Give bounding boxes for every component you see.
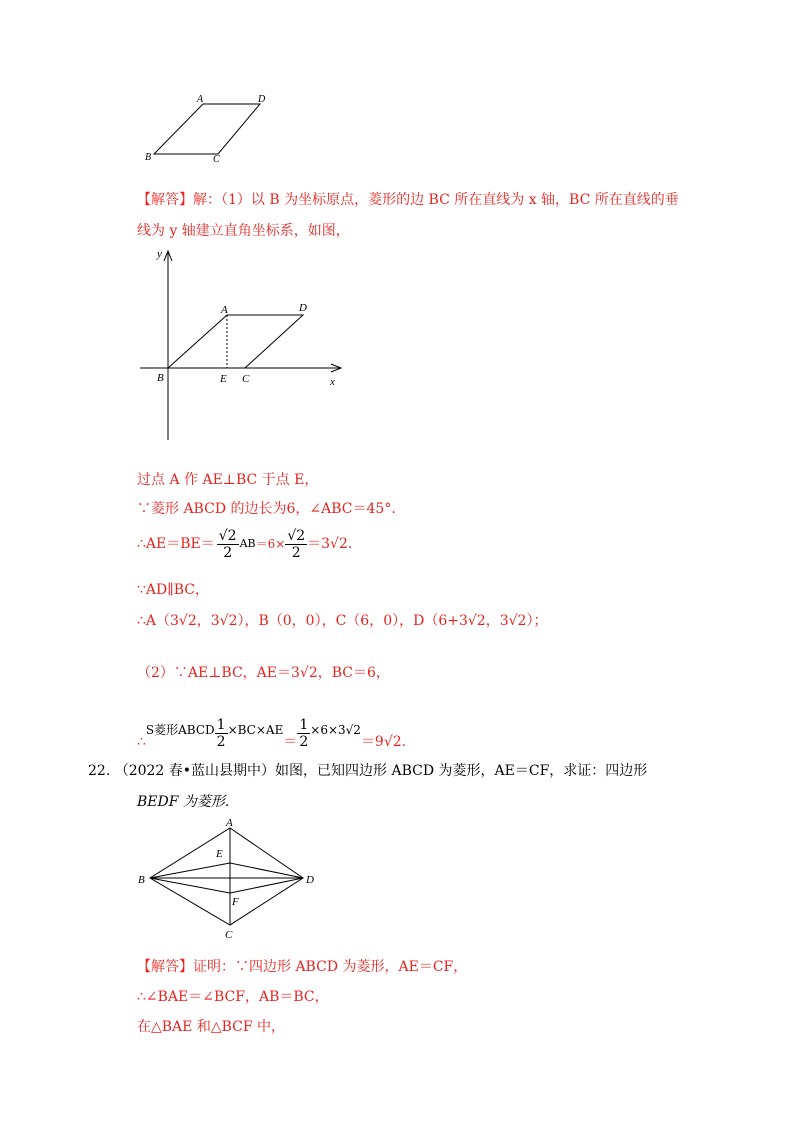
problem22-line2: BEDF 为菱形. [137, 794, 230, 810]
line9-mid: ×BC×AE [227, 723, 284, 737]
fig1-label-D: D [258, 94, 266, 105]
solution1-line7: ∴A（3√2，3√2），B（0，0），C（6，0），D（6+3√2，3√2）； [137, 613, 548, 629]
fig3-label-F: F [232, 896, 239, 908]
fig2-label-D: D [299, 302, 307, 314]
fig1-label-C: C [213, 154, 220, 165]
solution22-line2: ∴∠BAE＝∠BCF，AB＝BC， [137, 989, 329, 1005]
solution1-line8: （2）∵AE⊥BC，AE＝3√2，BC＝6， [137, 665, 390, 681]
line5-prefix: ∴AE＝BE＝ [137, 536, 215, 552]
solution1-line3: 过点 A 作 AE⊥BC 于点 E， [137, 472, 319, 488]
fraction-one-half-b: $\frac{1}{2}$ [299, 717, 309, 750]
fig2-label-x: x [330, 376, 335, 388]
rhombus-figure-1 [140, 90, 280, 165]
line9-area-symbol: S菱形ABCD [145, 723, 215, 737]
line5-ab: AB [239, 537, 256, 550]
fraction-sqrt2-over-2: $\frac{√2}{2}$ [218, 527, 237, 561]
coordinate-figure [135, 245, 350, 445]
fig1-label-A: A [197, 94, 204, 105]
fig3-label-E: E [216, 848, 223, 860]
line9-eq: ＝ [283, 734, 298, 750]
fig1-label-B: B [145, 152, 152, 163]
solution1-line6: ∵AD∥BC， [137, 582, 209, 598]
fig3-label-A: A [226, 817, 233, 829]
solution1-line1: 【解答】解：（1）以 B 为坐标原点，菱形的边 BC 所在直线为 x 轴，BC 所在直线的垂 [137, 192, 679, 208]
line5-result: ＝3√2. [307, 536, 353, 552]
solution1-line4: ∵菱形 ABCD 的边长为6，∠ABC＝45°. [137, 501, 396, 517]
fig2-label-E: E [220, 373, 227, 385]
fig2-label-y: y [157, 248, 162, 260]
line5-eq6: ＝6× [255, 537, 286, 551]
fraction-sqrt2-over-2-b: $\frac{√2}{2}$ [287, 527, 306, 561]
fig2-label-C: C [242, 373, 250, 385]
line9-result: ＝9√2. [360, 734, 407, 750]
line9-therefore: ∴ [137, 734, 146, 750]
line9-tail: ×6×3√2 [310, 723, 361, 737]
solution1-line5 [137, 522, 352, 566]
fig3-label-B: B [138, 874, 145, 886]
solution1-line2: 线为 y 轴建立直角坐标系，如图， [137, 223, 350, 239]
solution1-line9 [137, 708, 406, 754]
solution22-line3: 在△BAE 和△BCF 中， [137, 1019, 286, 1035]
problem22-line1: 22. （2022 春•蓝山县期中）如图，已知四边形 ABCD 为菱形，AE＝CF，求证：四边形 [88, 763, 648, 779]
fraction-one-half: $\frac{1}{2}$ [216, 717, 226, 750]
fig3-label-D: D [306, 874, 314, 886]
fig2-label-A: A [221, 304, 228, 316]
fig2-label-B: B [157, 372, 164, 384]
fig3-label-C: C [225, 929, 233, 940]
rhombus-figure-3 [135, 815, 325, 940]
solution22-line1: 【解答】证明：∵四边形 ABCD 为菱形，AE＝CF， [137, 959, 468, 975]
